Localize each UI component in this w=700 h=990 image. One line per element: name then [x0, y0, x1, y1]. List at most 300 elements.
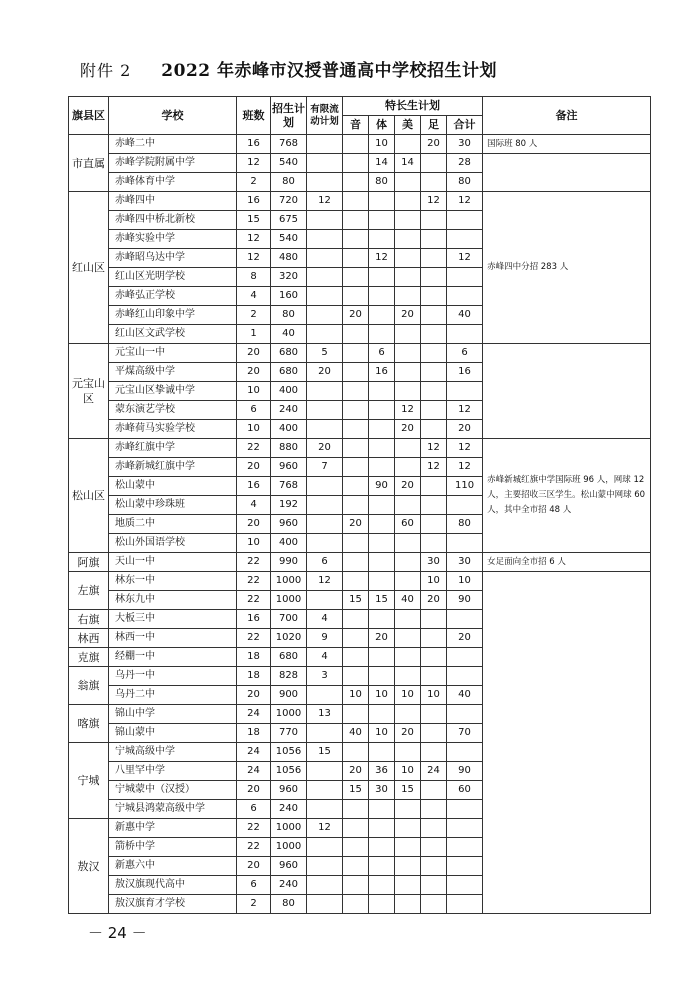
classes-cell: 24: [237, 762, 271, 781]
sports-cell: [369, 648, 395, 667]
total-cell: 12: [447, 249, 483, 268]
table-row: [69, 439, 651, 458]
limited-cell: [307, 287, 343, 306]
sports-cell: [369, 401, 395, 420]
music-cell: [343, 610, 369, 629]
school-cell: 赤峰学院附属中学: [109, 154, 237, 173]
football-cell: [421, 401, 447, 420]
limited-cell: [307, 496, 343, 515]
sports-cell: [369, 705, 395, 724]
classes-cell: 16: [237, 610, 271, 629]
title-bar: [80, 56, 660, 86]
sports-cell: [369, 572, 395, 591]
header-sports: 体: [369, 116, 395, 135]
enroll-cell: 960: [271, 515, 307, 534]
enroll-cell: 680: [271, 363, 307, 382]
enroll-cell: 480: [271, 249, 307, 268]
music-cell: [343, 667, 369, 686]
header-classes: 班数: [237, 97, 271, 135]
enroll-cell: 680: [271, 648, 307, 667]
classes-cell: 20: [237, 686, 271, 705]
total-cell: [447, 838, 483, 857]
classes-cell: 18: [237, 667, 271, 686]
enroll-cell: 1000: [271, 591, 307, 610]
enroll-cell: 540: [271, 230, 307, 249]
total-cell: [447, 610, 483, 629]
total-cell: 28: [447, 154, 483, 173]
classes-cell: 20: [237, 781, 271, 800]
football-cell: [421, 154, 447, 173]
football-cell: [421, 382, 447, 401]
limited-cell: [307, 800, 343, 819]
school-cell: 赤峰四中桥北新校: [109, 211, 237, 230]
school-cell: 赤峰弘正学校: [109, 287, 237, 306]
art-cell: [395, 876, 421, 895]
enroll-cell: 80: [271, 173, 307, 192]
art-cell: [395, 819, 421, 838]
school-cell: 元宝山区挚诚中学: [109, 382, 237, 401]
table-row: [69, 192, 651, 211]
total-cell: [447, 382, 483, 401]
sports-cell: [369, 553, 395, 572]
school-cell: 八里罕中学: [109, 762, 237, 781]
art-cell: [395, 800, 421, 819]
total-cell: 20: [447, 420, 483, 439]
football-cell: [421, 268, 447, 287]
football-cell: [421, 496, 447, 515]
sports-cell: [369, 230, 395, 249]
music-cell: 15: [343, 781, 369, 800]
classes-cell: 12: [237, 230, 271, 249]
school-cell: 赤峰四中: [109, 192, 237, 211]
limited-cell: 5: [307, 344, 343, 363]
classes-cell: 8: [237, 268, 271, 287]
sports-cell: [369, 819, 395, 838]
total-cell: [447, 496, 483, 515]
county-cell: 喀旗: [69, 705, 109, 743]
school-cell: 赤峰体育中学: [109, 173, 237, 192]
limited-cell: [307, 515, 343, 534]
music-cell: [343, 211, 369, 230]
county-cell: 林西: [69, 629, 109, 648]
sports-cell: [369, 534, 395, 553]
document-title: 2022 年赤峰市汉授普通高中学校招生计划: [161, 61, 498, 81]
header-music: 音: [343, 116, 369, 135]
limited-cell: [307, 401, 343, 420]
enroll-cell: 1000: [271, 838, 307, 857]
football-cell: [421, 363, 447, 382]
limited-cell: [307, 325, 343, 344]
sports-cell: [369, 838, 395, 857]
limited-cell: [307, 306, 343, 325]
enroll-cell: 240: [271, 401, 307, 420]
school-cell: 宁城县鸿蒙高级中学: [109, 800, 237, 819]
school-cell: 元宝山一中: [109, 344, 237, 363]
limited-cell: [307, 876, 343, 895]
total-cell: [447, 705, 483, 724]
total-cell: [447, 743, 483, 762]
art-cell: [395, 230, 421, 249]
music-cell: 10: [343, 686, 369, 705]
school-cell: 赤峰实验中学: [109, 230, 237, 249]
classes-cell: 20: [237, 363, 271, 382]
classes-cell: 4: [237, 496, 271, 515]
header-county: 旗县区: [69, 97, 109, 135]
sports-cell: [369, 800, 395, 819]
art-cell: [395, 135, 421, 154]
football-cell: [421, 325, 447, 344]
county-cell: 红山区: [69, 192, 109, 344]
total-cell: 40: [447, 306, 483, 325]
limited-cell: [307, 249, 343, 268]
music-cell: [343, 344, 369, 363]
limited-cell: [307, 857, 343, 876]
classes-cell: 1: [237, 325, 271, 344]
total-cell: 110: [447, 477, 483, 496]
classes-cell: 20: [237, 857, 271, 876]
sports-cell: [369, 325, 395, 344]
art-cell: [395, 192, 421, 211]
school-cell: 林西一中: [109, 629, 237, 648]
art-cell: [395, 857, 421, 876]
school-cell: 经棚一中: [109, 648, 237, 667]
sports-cell: [369, 287, 395, 306]
limited-cell: [307, 534, 343, 553]
sports-cell: [369, 268, 395, 287]
limited-cell: 7: [307, 458, 343, 477]
football-cell: [421, 667, 447, 686]
enroll-cell: 700: [271, 610, 307, 629]
music-cell: [343, 287, 369, 306]
enroll-cell: 320: [271, 268, 307, 287]
school-cell: 松山蒙中: [109, 477, 237, 496]
county-cell: 市直属: [69, 135, 109, 192]
music-cell: 15: [343, 591, 369, 610]
county-cell: 元宝山区: [69, 344, 109, 439]
art-cell: [395, 553, 421, 572]
sports-cell: 36: [369, 762, 395, 781]
football-cell: [421, 743, 447, 762]
football-cell: [421, 705, 447, 724]
school-cell: 敖汉旗现代高中: [109, 876, 237, 895]
sports-cell: [369, 515, 395, 534]
music-cell: [343, 876, 369, 895]
limited-cell: 4: [307, 648, 343, 667]
art-cell: 60: [395, 515, 421, 534]
limited-cell: [307, 781, 343, 800]
art-cell: [395, 287, 421, 306]
music-cell: 20: [343, 762, 369, 781]
table-row: [69, 572, 651, 591]
limited-cell: 20: [307, 439, 343, 458]
music-cell: [343, 192, 369, 211]
page-number: － 24 －: [88, 924, 147, 942]
music-cell: [343, 534, 369, 553]
sports-cell: 30: [369, 781, 395, 800]
total-cell: 12: [447, 192, 483, 211]
header-art: 美: [395, 116, 421, 135]
enroll-cell: 960: [271, 458, 307, 477]
total-cell: 60: [447, 781, 483, 800]
limited-cell: [307, 230, 343, 249]
art-cell: [395, 572, 421, 591]
header-special: 特长生计划: [343, 97, 483, 116]
school-cell: 箭桥中学: [109, 838, 237, 857]
classes-cell: 2: [237, 895, 271, 914]
total-cell: [447, 230, 483, 249]
classes-cell: 15: [237, 211, 271, 230]
total-cell: [447, 857, 483, 876]
limited-cell: 12: [307, 819, 343, 838]
total-cell: 12: [447, 401, 483, 420]
classes-cell: 4: [237, 287, 271, 306]
school-cell: 松山蒙中珍珠班: [109, 496, 237, 515]
football-cell: 20: [421, 591, 447, 610]
attachment-label: 附件 2: [80, 61, 132, 80]
music-cell: [343, 363, 369, 382]
enroll-cell: 900: [271, 686, 307, 705]
sports-cell: [369, 211, 395, 230]
football-cell: [421, 249, 447, 268]
art-cell: [395, 629, 421, 648]
music-cell: [343, 629, 369, 648]
art-cell: [395, 496, 421, 515]
county-cell: 克旗: [69, 648, 109, 667]
school-cell: 宁城蒙中（汉授）: [109, 781, 237, 800]
table-body: [69, 135, 651, 914]
football-cell: [421, 230, 447, 249]
sports-cell: 90: [369, 477, 395, 496]
music-cell: [343, 838, 369, 857]
music-cell: [343, 819, 369, 838]
classes-cell: 18: [237, 724, 271, 743]
classes-cell: 24: [237, 705, 271, 724]
art-cell: 15: [395, 781, 421, 800]
total-cell: 70: [447, 724, 483, 743]
enroll-cell: 160: [271, 287, 307, 306]
sports-cell: 20: [369, 629, 395, 648]
sports-cell: [369, 496, 395, 515]
music-cell: [343, 553, 369, 572]
enroll-cell: 1000: [271, 705, 307, 724]
header-remarks: 备注: [483, 97, 651, 135]
table-row: [69, 154, 651, 173]
header-football: 足: [421, 116, 447, 135]
total-cell: [447, 819, 483, 838]
classes-cell: 10: [237, 420, 271, 439]
limited-cell: [307, 686, 343, 705]
limited-cell: [307, 420, 343, 439]
enroll-cell: 1020: [271, 629, 307, 648]
total-cell: 6: [447, 344, 483, 363]
music-cell: [343, 800, 369, 819]
classes-cell: 6: [237, 800, 271, 819]
county-cell: 右旗: [69, 610, 109, 629]
music-cell: [343, 154, 369, 173]
art-cell: 10: [395, 686, 421, 705]
music-cell: [343, 648, 369, 667]
school-cell: 天山一中: [109, 553, 237, 572]
school-cell: 红山区光明学校: [109, 268, 237, 287]
classes-cell: 20: [237, 515, 271, 534]
classes-cell: 22: [237, 553, 271, 572]
table-row: [69, 553, 651, 572]
classes-cell: 20: [237, 458, 271, 477]
music-cell: [343, 895, 369, 914]
football-cell: [421, 629, 447, 648]
music-cell: 20: [343, 306, 369, 325]
remarks-cell: 赤峰新城红旗中学国际班 96 人，网球 12 人，主要招收三区学生。松山蒙中网球 60 人，其中全市招 48 人: [483, 439, 651, 553]
classes-cell: 22: [237, 572, 271, 591]
enroll-cell: 960: [271, 781, 307, 800]
limited-cell: [307, 895, 343, 914]
art-cell: [395, 534, 421, 553]
school-cell: 敖汉旗育才学校: [109, 895, 237, 914]
music-cell: 20: [343, 515, 369, 534]
art-cell: [395, 743, 421, 762]
total-cell: [447, 800, 483, 819]
school-cell: 赤峰荷马实验学校: [109, 420, 237, 439]
limited-cell: [307, 477, 343, 496]
enroll-cell: 960: [271, 857, 307, 876]
total-cell: 20: [447, 629, 483, 648]
total-cell: 10: [447, 572, 483, 591]
limited-cell: [307, 211, 343, 230]
total-cell: 80: [447, 173, 483, 192]
school-cell: 松山外国语学校: [109, 534, 237, 553]
enroll-cell: 40: [271, 325, 307, 344]
county-cell: 松山区: [69, 439, 109, 553]
enroll-cell: 80: [271, 895, 307, 914]
music-cell: [343, 249, 369, 268]
limited-cell: 13: [307, 705, 343, 724]
sports-cell: [369, 420, 395, 439]
sports-cell: [369, 192, 395, 211]
football-cell: 12: [421, 439, 447, 458]
total-cell: 16: [447, 363, 483, 382]
sports-cell: [369, 382, 395, 401]
enroll-cell: 768: [271, 135, 307, 154]
county-cell: 左旗: [69, 572, 109, 610]
school-cell: 赤峰二中: [109, 135, 237, 154]
limited-cell: 9: [307, 629, 343, 648]
county-cell: 翁旗: [69, 667, 109, 705]
sports-cell: [369, 458, 395, 477]
limited-cell: [307, 724, 343, 743]
sports-cell: 10: [369, 135, 395, 154]
classes-cell: 2: [237, 306, 271, 325]
art-cell: [395, 382, 421, 401]
enroll-cell: 1056: [271, 743, 307, 762]
music-cell: [343, 325, 369, 344]
sports-cell: 80: [369, 173, 395, 192]
enroll-cell: 400: [271, 534, 307, 553]
total-cell: [447, 667, 483, 686]
football-cell: [421, 477, 447, 496]
classes-cell: 16: [237, 477, 271, 496]
music-cell: [343, 439, 369, 458]
enroll-cell: 1056: [271, 762, 307, 781]
music-cell: [343, 857, 369, 876]
county-cell: 宁城: [69, 743, 109, 819]
football-cell: [421, 819, 447, 838]
art-cell: [395, 249, 421, 268]
classes-cell: 18: [237, 648, 271, 667]
sports-cell: [369, 857, 395, 876]
football-cell: [421, 515, 447, 534]
limited-cell: [307, 382, 343, 401]
total-cell: [447, 325, 483, 344]
enroll-cell: 1000: [271, 572, 307, 591]
remarks-cell: [483, 154, 651, 192]
total-cell: 40: [447, 686, 483, 705]
enroll-cell: 240: [271, 876, 307, 895]
limited-cell: [307, 591, 343, 610]
sports-cell: [369, 610, 395, 629]
school-cell: 锦山中学: [109, 705, 237, 724]
school-cell: 乌丹二中: [109, 686, 237, 705]
football-cell: 12: [421, 192, 447, 211]
limited-cell: [307, 762, 343, 781]
school-cell: 宁城高级中学: [109, 743, 237, 762]
music-cell: [343, 268, 369, 287]
art-cell: [395, 838, 421, 857]
football-cell: [421, 876, 447, 895]
total-cell: [447, 876, 483, 895]
sports-cell: 6: [369, 344, 395, 363]
art-cell: [395, 667, 421, 686]
total-cell: 12: [447, 458, 483, 477]
enroll-cell: 680: [271, 344, 307, 363]
art-cell: 20: [395, 477, 421, 496]
football-cell: 12: [421, 458, 447, 477]
enroll-cell: 720: [271, 192, 307, 211]
music-cell: [343, 382, 369, 401]
header-total: 合计: [447, 116, 483, 135]
total-cell: 90: [447, 762, 483, 781]
classes-cell: 22: [237, 629, 271, 648]
classes-cell: 12: [237, 154, 271, 173]
art-cell: 20: [395, 306, 421, 325]
total-cell: [447, 648, 483, 667]
football-cell: [421, 895, 447, 914]
school-cell: 赤峰昭乌达中学: [109, 249, 237, 268]
limited-cell: 6: [307, 553, 343, 572]
art-cell: [395, 211, 421, 230]
art-cell: [395, 439, 421, 458]
enroll-cell: 770: [271, 724, 307, 743]
football-cell: [421, 857, 447, 876]
art-cell: [395, 325, 421, 344]
total-cell: [447, 211, 483, 230]
music-cell: [343, 477, 369, 496]
header-enroll: 招生计划: [271, 97, 307, 135]
art-cell: [395, 610, 421, 629]
sports-cell: 16: [369, 363, 395, 382]
football-cell: [421, 800, 447, 819]
total-cell: 30: [447, 135, 483, 154]
art-cell: [395, 363, 421, 382]
sports-cell: 10: [369, 686, 395, 705]
classes-cell: 20: [237, 344, 271, 363]
football-cell: [421, 724, 447, 743]
sports-cell: [369, 876, 395, 895]
school-cell: 林东九中: [109, 591, 237, 610]
music-cell: [343, 401, 369, 420]
football-cell: [421, 610, 447, 629]
classes-cell: 16: [237, 135, 271, 154]
sports-cell: 12: [369, 249, 395, 268]
